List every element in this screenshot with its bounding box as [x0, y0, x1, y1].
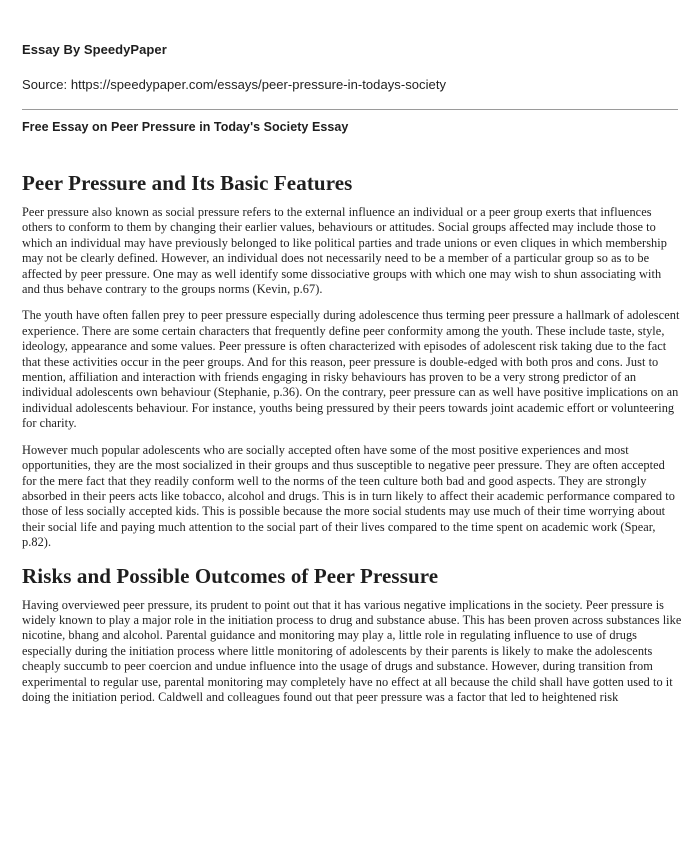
header-divider	[22, 109, 678, 110]
section-heading-basic-features: Peer Pressure and Its Basic Features	[22, 171, 353, 195]
source-line: Source: https://speedypaper.com/essays/peer-pressure-in-todays-society	[22, 77, 447, 92]
document-header	[22, 42, 682, 93]
essay-title: Free Essay on Peer Pressure in Today's Society Essay	[22, 120, 349, 134]
paragraph: Having overviewed peer pressure, its prudent to point out that it has various negative implications in the society. Peer pressure is widely known to play a major role in the initiation process to drug and substance abuse. This has been proven across substances like nicotine, bhang and alcohol. Parental guidance and monitoring may play a, little role in regulating influence to use of drugs especially during the initiation process where little monitoring of adolescents by their parents is likely to make the adolescents cheaply succumb to peer coercion and undue influence into the usage of drugs and substance. However, during transition from experimental to regular use, parental monitoring may completely have no effect at all because the child shall have gotten used to it doing the initiation period. Caldwell and colleagues found out that peer pressure was a factor that led to heightened risk	[22, 597, 682, 704]
brand-line: Essay By SpeedyPaper	[22, 42, 167, 57]
paragraph: Peer pressure also known as social pressure refers to the external influence an individual or a peer group exerts that influences others to conform to them by changing their earlier values, behaviours or attitudes. Social groups affected may include those to which an individual may have previously belonged to like political parties and trade unions or even cliques in which membership may not be clearly defined. However, an individual does not necessarily need to be a member of a particular group so as to be affected by peer pressure. One may as well identify some dissociative groups with which one may wish to shun associating with and thus behave contrary to the groups norms (Kevin, p.67).	[22, 205, 667, 297]
paragraph: However much popular adolescents who are socially accepted often have some of the most positive experiences and most opportunities, they are the most socialized in their groups and thus susceptible to negative peer pressure. They are often accepted for the mere fact that they readily conform well to the norms of the teen culture both bad and good aspects. They are strongly absorbed in their peers acts like tobacco, alcohol and drugs. This is in turn likely to affect their academic performance compared to those of less socially accepted kids. This is possible because the more social students may use much of their time worrying about their social life and paying much attention to the social part of their lives compared to the time spent on academic work (Spear, p.82).	[22, 442, 675, 550]
essay-body	[22, 170, 682, 716]
paragraph: The youth have often fallen prey to peer pressure especially during adolescence thus terming peer pressure a hallmark of adolescent experience. There are some certain characters that frequently define peer conformity among the youth. These include taste, style, ideology, appearance and some values. Peer pressure is often characterized with episodes of adolescent risk taking due to the fact that these activities occur in the peer groups. And for this reason, peer pressure is double-edged with both pros and cons. Just to mention, affiliation and interaction with friends engaging in risky behaviours has proven to be a very strong predictor of an individual adolescents own behaviour (Stephanie, p.36). On the contrary, peer pressure can as well have positive implications on an individual adolescents behaviour. For instance, youths being pressured by their peers towards joint academic effort or volunteering for charity.	[22, 308, 680, 431]
section-heading-risks-outcomes: Risks and Possible Outcomes of Peer Pressure	[22, 563, 439, 588]
